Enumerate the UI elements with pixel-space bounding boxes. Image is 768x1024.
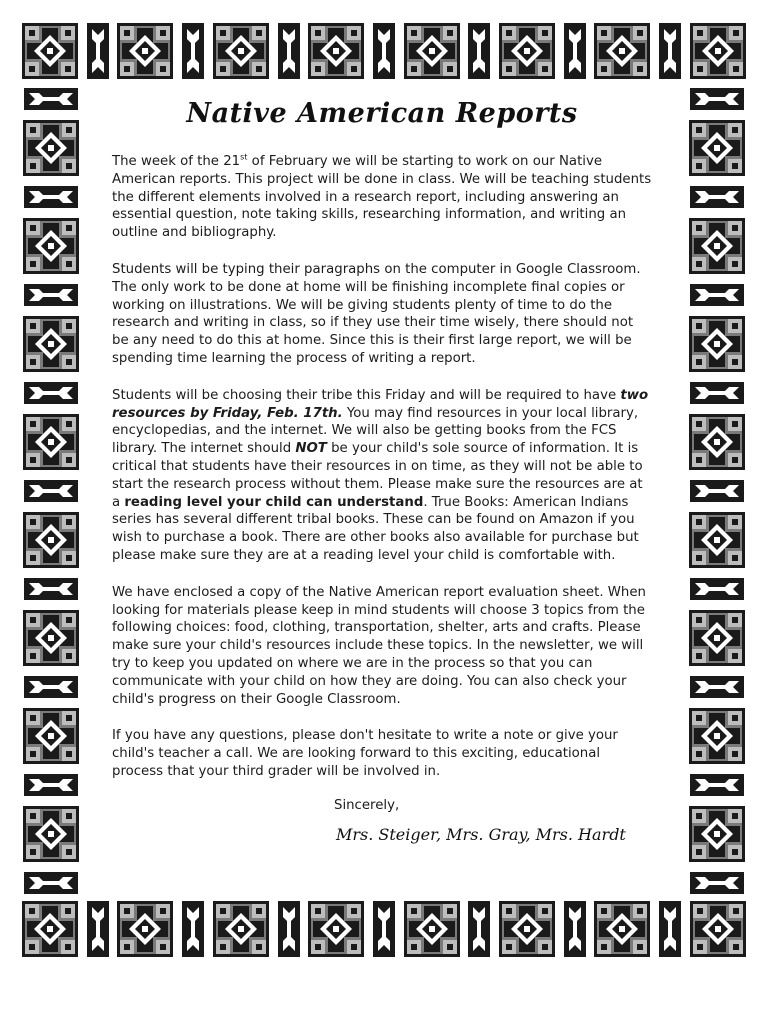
- border-pattern-tile: [213, 901, 269, 957]
- border-pattern-tile: [23, 120, 79, 176]
- paragraph-evaluation: We have enclosed a copy of the Native American report evaluation sheet. When looking for materials please keep in mind students will choose 3 topics from the following choices: food, clothing, transportation, shelter, arts and crafts. Please make sure your child's resources include these topics. In the newsletter, we will try to keep you updated on where we are in the process so that you can communicate with your child on how they are doing. You can also check your child's progress on their Google Classroom.: [112, 584, 646, 707]
- border-arrow-bar: [659, 901, 681, 957]
- border-pattern-tile: [23, 512, 79, 568]
- border-arrow-bar: [24, 872, 78, 894]
- letter: [112, 98, 652, 844]
- border-arrow-bar: [690, 676, 744, 698]
- border-arrow-bar: [24, 284, 78, 306]
- border-arrow-bar: [564, 23, 586, 79]
- border-pattern-tile: [690, 23, 746, 79]
- border-pattern-tile: [594, 901, 650, 957]
- border-pattern-tile: [23, 218, 79, 274]
- border-arrow-bar: [182, 901, 204, 957]
- closing: Sincerely,: [334, 797, 400, 813]
- border-pattern-tile: [689, 414, 745, 470]
- resources-deadline: two resources by Friday, Feb. 17th.: [112, 387, 649, 421]
- border-pattern-tile: [594, 23, 650, 79]
- border-pattern-tile: [22, 901, 78, 957]
- border-left: [22, 88, 80, 894]
- border-arrow-bar: [468, 901, 490, 957]
- border-pattern-tile: [689, 120, 745, 176]
- border-arrow-bar: [87, 23, 109, 79]
- border-pattern-tile: [689, 316, 745, 372]
- border-arrow-bar: [24, 382, 78, 404]
- border-pattern-tile: [404, 23, 460, 79]
- border-pattern-tile: [117, 901, 173, 957]
- border-pattern-tile: [22, 23, 78, 79]
- border-pattern-tile: [689, 708, 745, 764]
- border-top: [22, 22, 746, 80]
- border-pattern-tile: [689, 806, 745, 862]
- border-pattern-tile: [499, 901, 555, 957]
- border-pattern-tile: [308, 901, 364, 957]
- border-arrow-bar: [690, 578, 744, 600]
- border-arrow-bar: [690, 382, 744, 404]
- border-arrow-bar: [373, 901, 395, 957]
- border-arrow-bar: [659, 23, 681, 79]
- border-arrow-bar: [373, 23, 395, 79]
- paragraph-resources: Students will be choosing their tribe this Friday and will be required to have two resources by Friday, Feb. 17th. You may find resources in your local library, encyclopedias, and the internet. We will also be getting books from the FCS library. The internet should NOT be your child's sole source of information. It is critical that students have their resources in on time, as they will not be able to start the research process without them. Please make sure the resources are at a reading level your child can understand. True Books: American Indians series has several different tribal books. These can be found on Amazon if you wish to purchase a book. There are other books also available for purchase but please make sure they are at a reading level your child is comfortable with.: [112, 387, 649, 563]
- border-pattern-tile: [23, 414, 79, 470]
- border-pattern-tile: [23, 708, 79, 764]
- border-right: [688, 88, 746, 894]
- border-arrow-bar: [690, 872, 744, 894]
- border-arrow-bar: [690, 480, 744, 502]
- ordinal-suffix: st: [240, 152, 248, 162]
- border-arrow-bar: [87, 901, 109, 957]
- border-pattern-tile: [690, 901, 746, 957]
- border-arrow-bar: [278, 23, 300, 79]
- border-pattern-tile: [308, 23, 364, 79]
- border-bottom: [22, 900, 746, 958]
- border-arrow-bar: [690, 186, 744, 208]
- border-pattern-tile: [117, 23, 173, 79]
- border-arrow-bar: [690, 284, 744, 306]
- paragraph-typing: Students will be typing their paragraphs on the computer in Google Classroom. The only work to be done at home will be finishing incomplete final copies or working on illustrations. We will be giving students plenty of time to do the research and writing in class, so if they use their time wisely, there should not be any need to do this at home. Since this is their first large report, we will be spending time learning the process of writing a report.: [112, 261, 641, 366]
- border-arrow-bar: [690, 88, 744, 110]
- border-pattern-tile: [23, 316, 79, 372]
- border-arrow-bar: [24, 578, 78, 600]
- border-arrow-bar: [690, 774, 744, 796]
- border-arrow-bar: [278, 901, 300, 957]
- border-pattern-tile: [689, 218, 745, 274]
- signature: Mrs. Steiger, Mrs. Gray, Mrs. Hardt: [336, 824, 626, 844]
- border-arrow-bar: [564, 901, 586, 957]
- page-title: Native American Reports: [186, 98, 578, 129]
- border-arrow-bar: [468, 23, 490, 79]
- border-pattern-tile: [499, 23, 555, 79]
- border-arrow-bar: [24, 186, 78, 208]
- border-arrow-bar: [24, 88, 78, 110]
- border-arrow-bar: [24, 774, 78, 796]
- paragraph-questions: If you have any questions, please don't hesitate to write a note or give your child's teacher a call. We are looking forward to this exciting, educational process that your third grader will be involved in.: [112, 728, 618, 779]
- border-pattern-tile: [689, 512, 745, 568]
- not-emphasis: NOT: [295, 441, 327, 457]
- border-arrow-bar: [24, 480, 78, 502]
- border-pattern-tile: [213, 23, 269, 79]
- reading-level-emphasis: reading level your child can understand: [124, 494, 424, 510]
- border-pattern-tile: [23, 806, 79, 862]
- border-pattern-tile: [404, 901, 460, 957]
- border-arrow-bar: [182, 23, 204, 79]
- border-pattern-tile: [689, 610, 745, 666]
- paragraph-intro: The week of the 21st of February we will be starting to work on our Native American reports. This project will be done in class. We will be teaching students the different elements involved in a research report, including answering an essential question, note taking skills, researching information, and writing an outline and bibliography.: [112, 152, 652, 241]
- border-pattern-tile: [23, 610, 79, 666]
- border-arrow-bar: [24, 676, 78, 698]
